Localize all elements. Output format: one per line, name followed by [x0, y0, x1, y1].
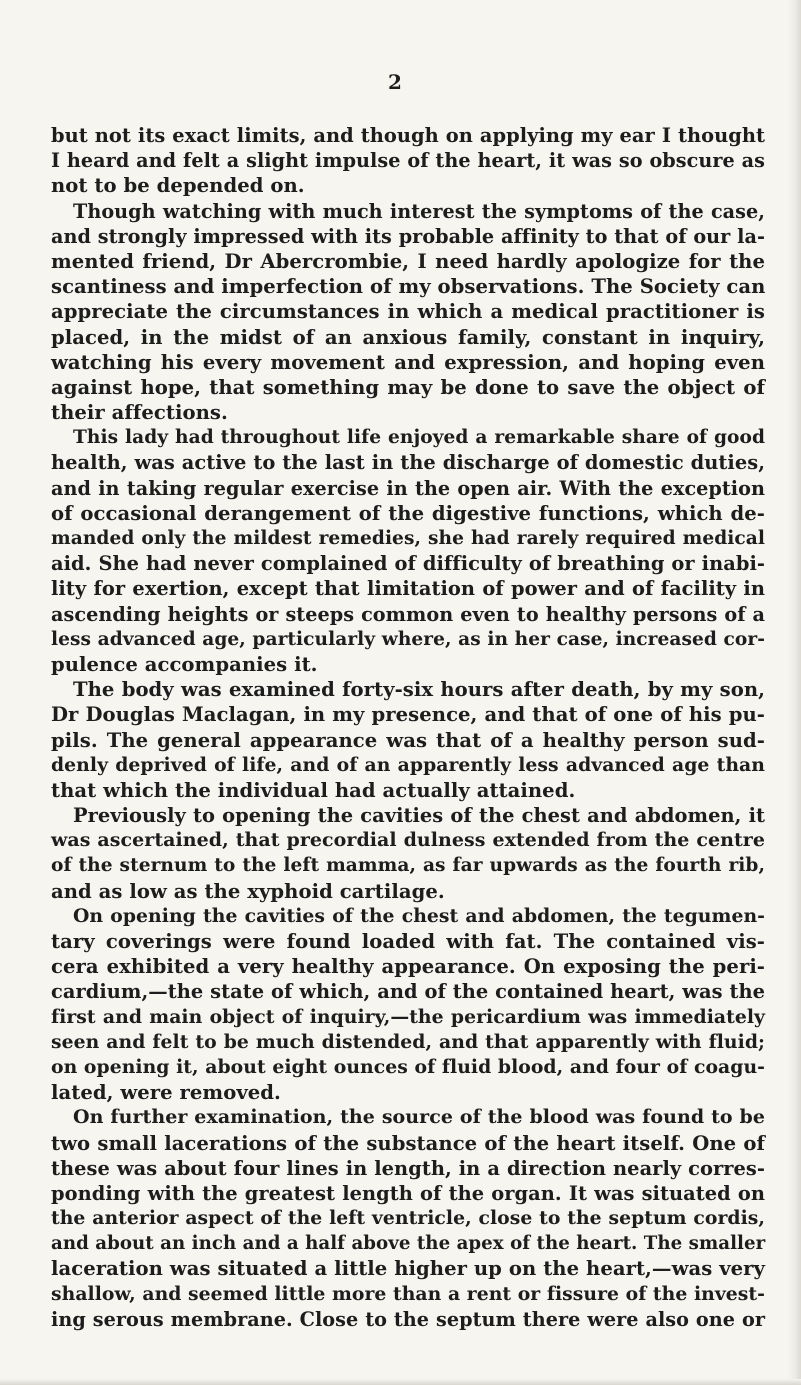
text-line: that which the individual had actually attained.: [51, 778, 576, 802]
text-line: seen and felt to be much distended, and that apparently with fluid;: [51, 1030, 765, 1053]
text-line: laceration was situated a little higher up on the heart,—was very: [51, 1257, 765, 1281]
text-line: Though watching with much interest the symptoms of the case,: [73, 199, 765, 223]
text-line: not to be depended on.: [51, 174, 305, 198]
text-line: of the sternum to the left mamma, as far upwards as the fourth rib,: [51, 855, 765, 877]
text-line: pils. The general appearance was that of a healthy person sud-: [51, 728, 765, 752]
text-line: Dr Douglas Maclagan, in my presence, and that of one of his pu-: [51, 703, 765, 727]
text-line: first and main object of inquiry,—the pericardium was immediately: [51, 1005, 765, 1028]
text-line: cera exhibited a very healthy appearance. On exposing the peri-: [51, 955, 765, 979]
text-line: On opening the cavities of the chest and abdomen, the tegumen-: [73, 904, 765, 927]
text-line: was ascertained, that precordial dulness extended from the centre: [51, 829, 765, 852]
text-line: ponding with the greatest length of the organ. It was situated on: [51, 1181, 765, 1205]
text-line: and about an inch and a half above the apex of the heart. The smaller: [51, 1233, 766, 1255]
text-line: these was about four lines in length, in a direction nearly corres-: [51, 1156, 765, 1180]
text-line: two small lacerations of the substance of the heart itself. One of: [51, 1131, 765, 1155]
text-line: health, was active to the last in the discharge of domestic duties,: [51, 451, 765, 475]
text-line: pulence accompanies it.: [51, 652, 318, 676]
text-line: watching his every movement and expression, and hoping even: [51, 350, 765, 374]
text-line: their affections.: [51, 401, 228, 425]
text-line: denly deprived of life, and of an apparently less advanced age than: [51, 753, 765, 776]
text-line: on opening it, about eight ounces of fluid blood, and four of coagu-: [51, 1055, 765, 1078]
text-line: of occasional derangement of the digestive functions, which de-: [51, 501, 765, 525]
text-line: the anterior aspect of the left ventricle, close to the septum cordis,: [51, 1207, 765, 1230]
text-line: ing serous membrane. Close to the septum there were also one or: [51, 1307, 765, 1331]
text-line: lated, were removed.: [51, 1081, 281, 1105]
text-line: but not its exact limits, and though on applying my ear I thought: [51, 124, 765, 147]
text-line: I heard and felt a slight impulse of the heart, it was so obscure as: [51, 149, 765, 173]
text-line: On further examination, the source of the blood was found to be: [73, 1106, 765, 1129]
text-line: lity for exertion, except that limitation of power and of facility in: [51, 577, 765, 601]
text-line: shallow, and seemed little more than a rent or fissure of the invest-: [51, 1282, 765, 1305]
text-line: scantiness and imperfection of my observations. The Society can: [51, 275, 766, 299]
text-line: and as low as the xyphoid cartilage.: [51, 879, 445, 903]
text-line: and strongly impressed with its probable affinity to that of our la-: [51, 224, 765, 248]
page-edge-shadow: [787, 0, 801, 1385]
page-bottom-edge: [0, 1379, 801, 1385]
text-line: tary coverings were found loaded with fat. The contained vis-: [51, 930, 765, 953]
text-line: mented friend, Dr Abercrombie, I need hardly apologize for the: [51, 249, 765, 273]
text-line: placed, in the midst of an anxious family, constant in inquiry,: [51, 325, 765, 349]
text-line: ascending heights or steeps common even to healthy persons of a: [51, 602, 765, 626]
body-text: [51, 123, 765, 1332]
text-line: less advanced age, particularly where, as in her case, increased cor-: [51, 628, 765, 650]
text-line: manded only the mildest remedies, she had rarely required medical: [51, 528, 765, 549]
page-number: 2: [388, 70, 402, 94]
text-line: aid. She had never complained of difficulty of breathing or inabi-: [51, 552, 765, 576]
text-line: cardium,—the state of which, and of the contained heart, was the: [51, 980, 765, 1004]
text-line: against hope, that something may be done to save the object of: [51, 375, 765, 399]
text-line: and in taking regular exercise in the open air. With the exception: [51, 476, 765, 500]
text-line: This lady had throughout life enjoyed a remarkable share of good: [73, 427, 765, 449]
text-line: appreciate the circumstances in which a medical practitioner is: [51, 300, 765, 324]
text-line: Previously to opening the cavities of the chest and abdomen, it: [73, 804, 765, 828]
text-line: The body was examined forty-six hours after death, by my son,: [73, 678, 765, 702]
